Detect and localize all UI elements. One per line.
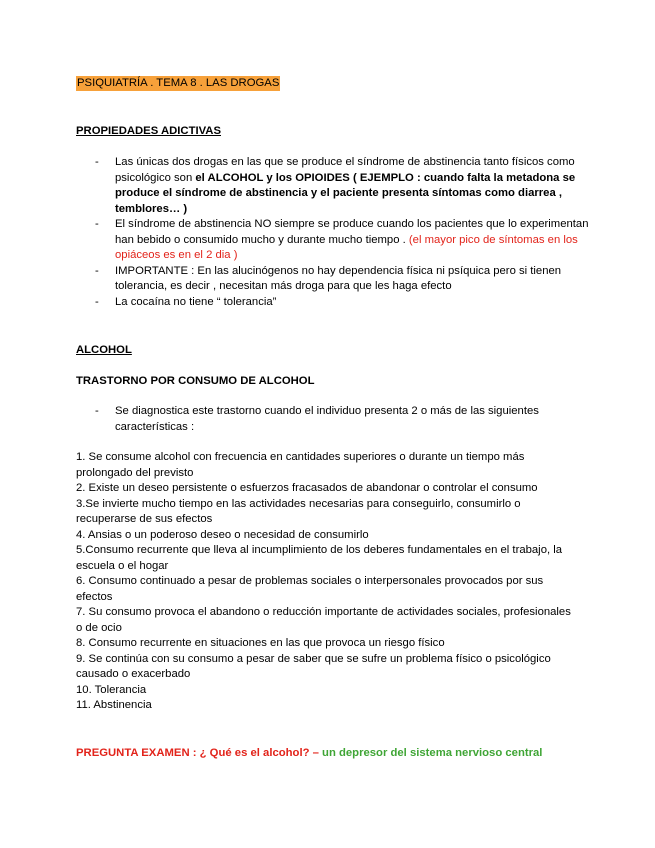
criterion-item: 5.Consumo recurrente que lleva al incumplimiento de los deberes fundamentales en el trabajo, la escuela o el hogar <box>76 544 563 572</box>
criterion-item: 6. Consumo continuado a pesar de problemas sociales o interpersonales provocados por sus efectos <box>76 575 544 603</box>
criterion-item: 2. Existe un deseo persistente o esfuerzos fracasados de abandonar o controlar el consumo <box>76 482 538 494</box>
list-item-text: IMPORTANTE : En las alucinógenos no hay dependencia física ni psíquica pero si tienen tolerancia, es decir , necesitan más droga para que les haga efecto <box>115 264 562 292</box>
list-item-text: El síndrome de abstinencia NO siempre se produce cuando los pacientes que lo experimentan han bebido o consumido mucho y durante mucho tiempo . <box>115 218 589 246</box>
criterion-item: 11. Abstinencia <box>76 699 152 711</box>
list-item-bold-text: el ALCOHOL y los OPIOIDES ( EJEMPLO : cuando falta la metadona se produce el síndrome de abstinencia y el paciente presenta síntomas como diarrea , temblores… ) <box>115 171 576 215</box>
page-title: PSIQUIATRÍA . TEMA 8 . LAS DROGAS <box>77 77 280 89</box>
list-item-text: Las únicas dos drogas en las que se produce el síndrome de abstinencia tanto físicos como psicológico son <box>115 156 575 184</box>
alcohol-list <box>95 404 590 435</box>
criterion-item: 4. Ansias o un poderoso deseo o necesidad de consumirlo <box>76 528 369 541</box>
adictivas-list <box>95 155 590 310</box>
criterion-item: 9. Se continúa con su consumo a pesar de saber que se sufre un problema físico o psicológico causado o exacerbado <box>76 652 551 680</box>
section-heading-adictivas: PROPIEDADES ADICTIVAS <box>76 125 221 137</box>
section-subheading: TRASTORNO POR CONSUMO DE ALCOHOL <box>76 375 315 387</box>
criterion-item: 1. Se consume alcohol con frecuencia en cantidades superiores o durante un tiempo más prolongado del previsto <box>76 451 525 479</box>
list-item-text: Se diagnostica este trastorno cuando el individuo presenta 2 o más de las siguientes características : <box>115 405 539 433</box>
list-item <box>95 404 590 435</box>
criterion-item: 10. Tolerancia <box>76 683 147 696</box>
list-item-red-text: (el mayor pico de síntomas en los opiáceos es en el 2 dia ) <box>115 233 578 261</box>
criterion-item: 3.Se invierte mucho tiempo en las actividades necesarias para conseguirlo, consumirlo o recuperarse de sus efectos <box>76 497 521 525</box>
list-item <box>95 217 590 264</box>
criterion-item: 8. Consumo recurrente en situaciones en las que provoca un riesgo físico <box>76 637 445 649</box>
exam-question-line <box>76 746 596 762</box>
list-item-text: La cocaína no tiene “ tolerancia” <box>115 295 277 308</box>
exam-answer: un depresor del sistema nervioso central <box>318 747 543 759</box>
list-item <box>95 264 590 295</box>
criteria-list <box>76 450 576 714</box>
section-heading-alcohol: ALCOHOL <box>76 344 132 356</box>
exam-question: PREGUNTA EXAMEN : ¿ Qué es el alcohol? – <box>76 747 319 759</box>
criterion-item: 7. Su consumo provoca el abandono o reducción importante de actividades sociales, profesionales o de ocio <box>76 606 571 634</box>
list-item <box>95 155 590 217</box>
list-item <box>95 295 590 311</box>
